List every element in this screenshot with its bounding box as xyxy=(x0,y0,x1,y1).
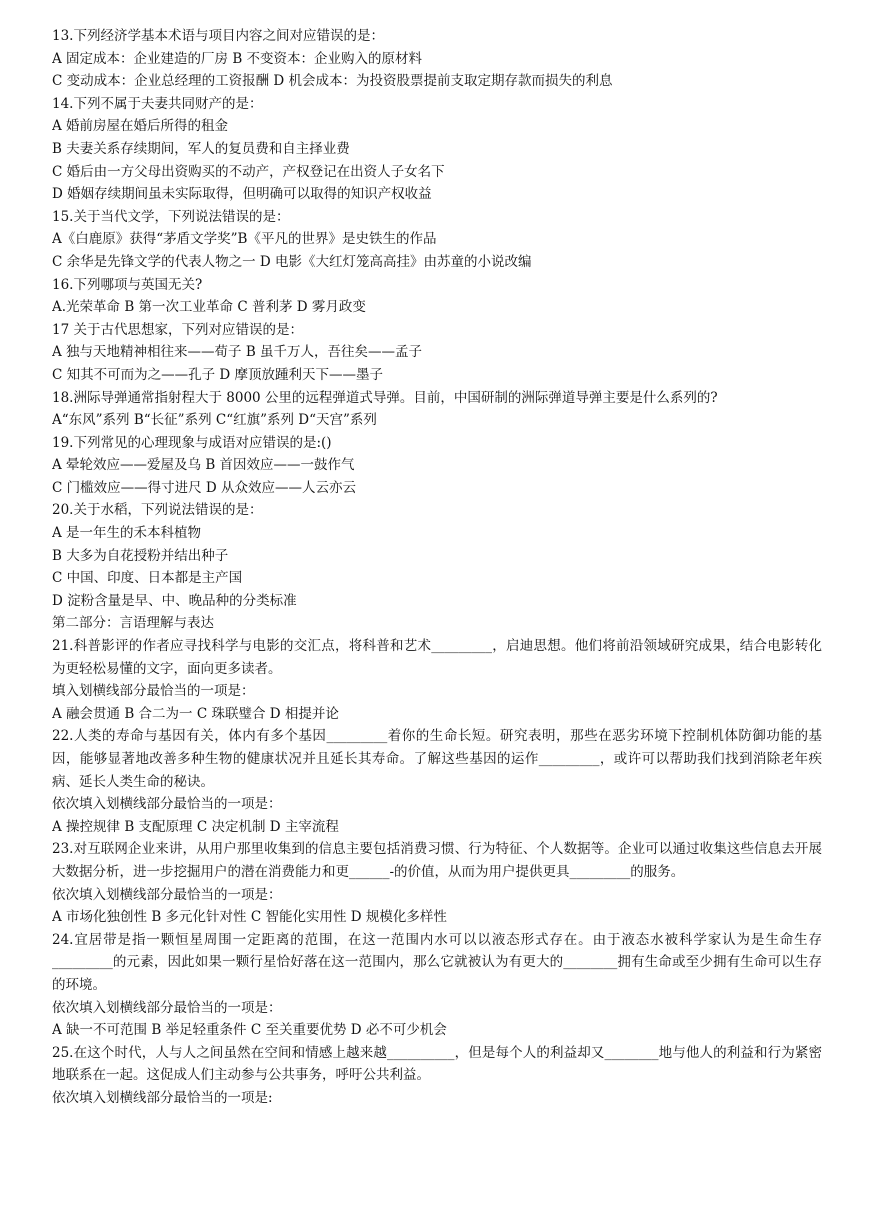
text-line: 17 关于古代思想家，下列对应错误的是： xyxy=(52,321,303,338)
text-line: A 晕轮效应——爱屋及乌 B 首因效应——一鼓作气 xyxy=(52,457,355,474)
paragraph: 23.对互联网企业来讲，从用户那里收集到的信息主要包括消费习惯、行为特征、个人数据等。企业可以通过收集这些信息去开展大数据分析，进一步挖掘用户的潜在消费能力和更______-的价值，从而为用户提供更具_________的服务。 xyxy=(52,841,822,880)
text-line: 15.关于当代文学，下列说法错误的是： xyxy=(52,208,290,225)
text-line: 依次填入划横线部分最恰当的一项是： xyxy=(52,886,282,903)
paragraph: 21.科普影评的作者应寻找科学与电影的交汇点，将科普和艺术_________，启迪思想。他们将前沿领域研究成果，结合电影转化为更轻松易懂的文字，面向更多读者。 xyxy=(52,638,822,677)
text-line: 13.下列经济学基本术语与项目内容之间对应错误的是： xyxy=(52,28,384,44)
text-line: 第二部分：言语理解与表达 xyxy=(52,615,214,632)
text-line: 20.关于水稻，下列说法错误的是： xyxy=(52,502,263,519)
text-line: 依次填入划横线部分最恰当的一项是: xyxy=(52,1089,273,1106)
text-line: B 夫妻关系存续期间，军人的复员费和自主择业费 xyxy=(52,140,350,157)
text-line: 19.下列常见的心理现象与成语对应错误的是:() xyxy=(52,434,332,451)
text-line: 18.洲际导弹通常指射程大于 8000 公里的远程弹道式导弹。目前，中国研制的洲际弹道导弹主要是什么系列的? xyxy=(52,389,718,406)
text-line: 16.下列哪项与英国无关? xyxy=(52,276,203,293)
paragraph: 22.人类的寿命与基因有关，体内有多个基因_________着你的生命长短。研究表明，那些在恶劣环境下控制机体防御功能的基因，能够显著地改善多种生物的健康状况并且延长其寿命。了解这些基因的运作_________，或许可以帮助我们找到消除老年疾病、延长人类生命的秘诀。 xyxy=(52,728,822,790)
paragraph: 25.在这个时代，人与人之间虽然在空间和情感上越来越__________，但是每个人的利益却又________地与他人的利益和行为紧密地联系在一起。这促成人们主动参与公共事务，呼吁公共利益。 xyxy=(52,1044,822,1084)
text-line: C 中国、印度、日本都是主产国 xyxy=(52,570,243,587)
text-line: A 操控规律 B 支配原理 C 决定机制 D 主宰流程 xyxy=(52,818,339,835)
text-line: C 变动成本：企业总经理的工资报酬 D 机会成本：为投资股票提前支取定期存款而损失的利息 xyxy=(52,73,613,90)
text-line: 填入划横线部分最恰当的一项是： xyxy=(52,683,255,700)
text-line: A 融会贯通 B 合二为一 C 珠联璧合 D 相提并论 xyxy=(52,705,339,722)
text-line: C 知其不可而为之——孔子 D 摩顶放踵利天下——墨子 xyxy=(52,366,384,383)
paragraph: 24.宜居带是指一颗恒星周围一定距离的范围，在这一范围内水可以以液态形式存在。由于液态水被科学家认为是生命生存_________的元素，因此如果一颗行星恰好落在这一范围内，那么它就被认为有更大的________拥有生命或至少拥有生命可以生存的环境。 xyxy=(52,931,822,993)
text-line: A 市场化独创性 B 多元化针对性 C 智能化实用性 D 规模化多样性 xyxy=(52,909,447,926)
text-line: 依次填入划横线部分最恰当的一项是： xyxy=(52,999,282,1016)
text-line: A《白鹿原》获得“茅盾文学奖”B《平凡的世界》是史铁生的作品 xyxy=(52,231,437,248)
text-line: A 婚前房屋在婚后所得的租金 xyxy=(52,118,229,135)
text-line: A 缺一不可范围 B 举足轻重条件 C 至关重要优势 D 必不可少机会 xyxy=(52,1022,447,1039)
text-line: C 婚后由一方父母出资购买的不动产，产权登记在出资人子女名下 xyxy=(52,163,445,180)
text-line: C 门槛效应——得寸进尺 D 从众效应——人云亦云 xyxy=(52,479,357,496)
text-line: A 是一年生的禾本科植物 xyxy=(52,525,202,542)
text-line: A“东风”系列 B“长征”系列 C“红旗”系列 D“天宫”系列 xyxy=(52,412,377,429)
text-line: D 婚姻存续期间虽未实际取得，但明确可以取得的知识产权收益 xyxy=(52,186,432,203)
text-line: D 淀粉含量是早、中、晚品种的分类标准 xyxy=(52,592,297,609)
text-line: C 余华是先锋文学的代表人物之一 D 电影《大红灯笼高高挂》由苏童的小说改编 xyxy=(52,253,532,270)
document-page xyxy=(52,25,822,1110)
text-line: 14.下列不属于夫妻共同财产的是： xyxy=(52,95,263,112)
text-line: A 固定成本：企业建造的厂房 B 不变资本：企业购入的原材料 xyxy=(52,50,423,67)
text-line: 依次填入划横线部分最恰当的一项是： xyxy=(52,796,282,813)
text-line: A 独与天地精神相往来——荀子 B 虽千万人，吾往矣——孟子 xyxy=(52,344,423,361)
text-line: A.光荣革命 B 第一次工业革命 C 普利茅 D 雾月政变 xyxy=(52,299,366,316)
text-line: B 大多为自花授粉并结出种子 xyxy=(52,547,229,564)
